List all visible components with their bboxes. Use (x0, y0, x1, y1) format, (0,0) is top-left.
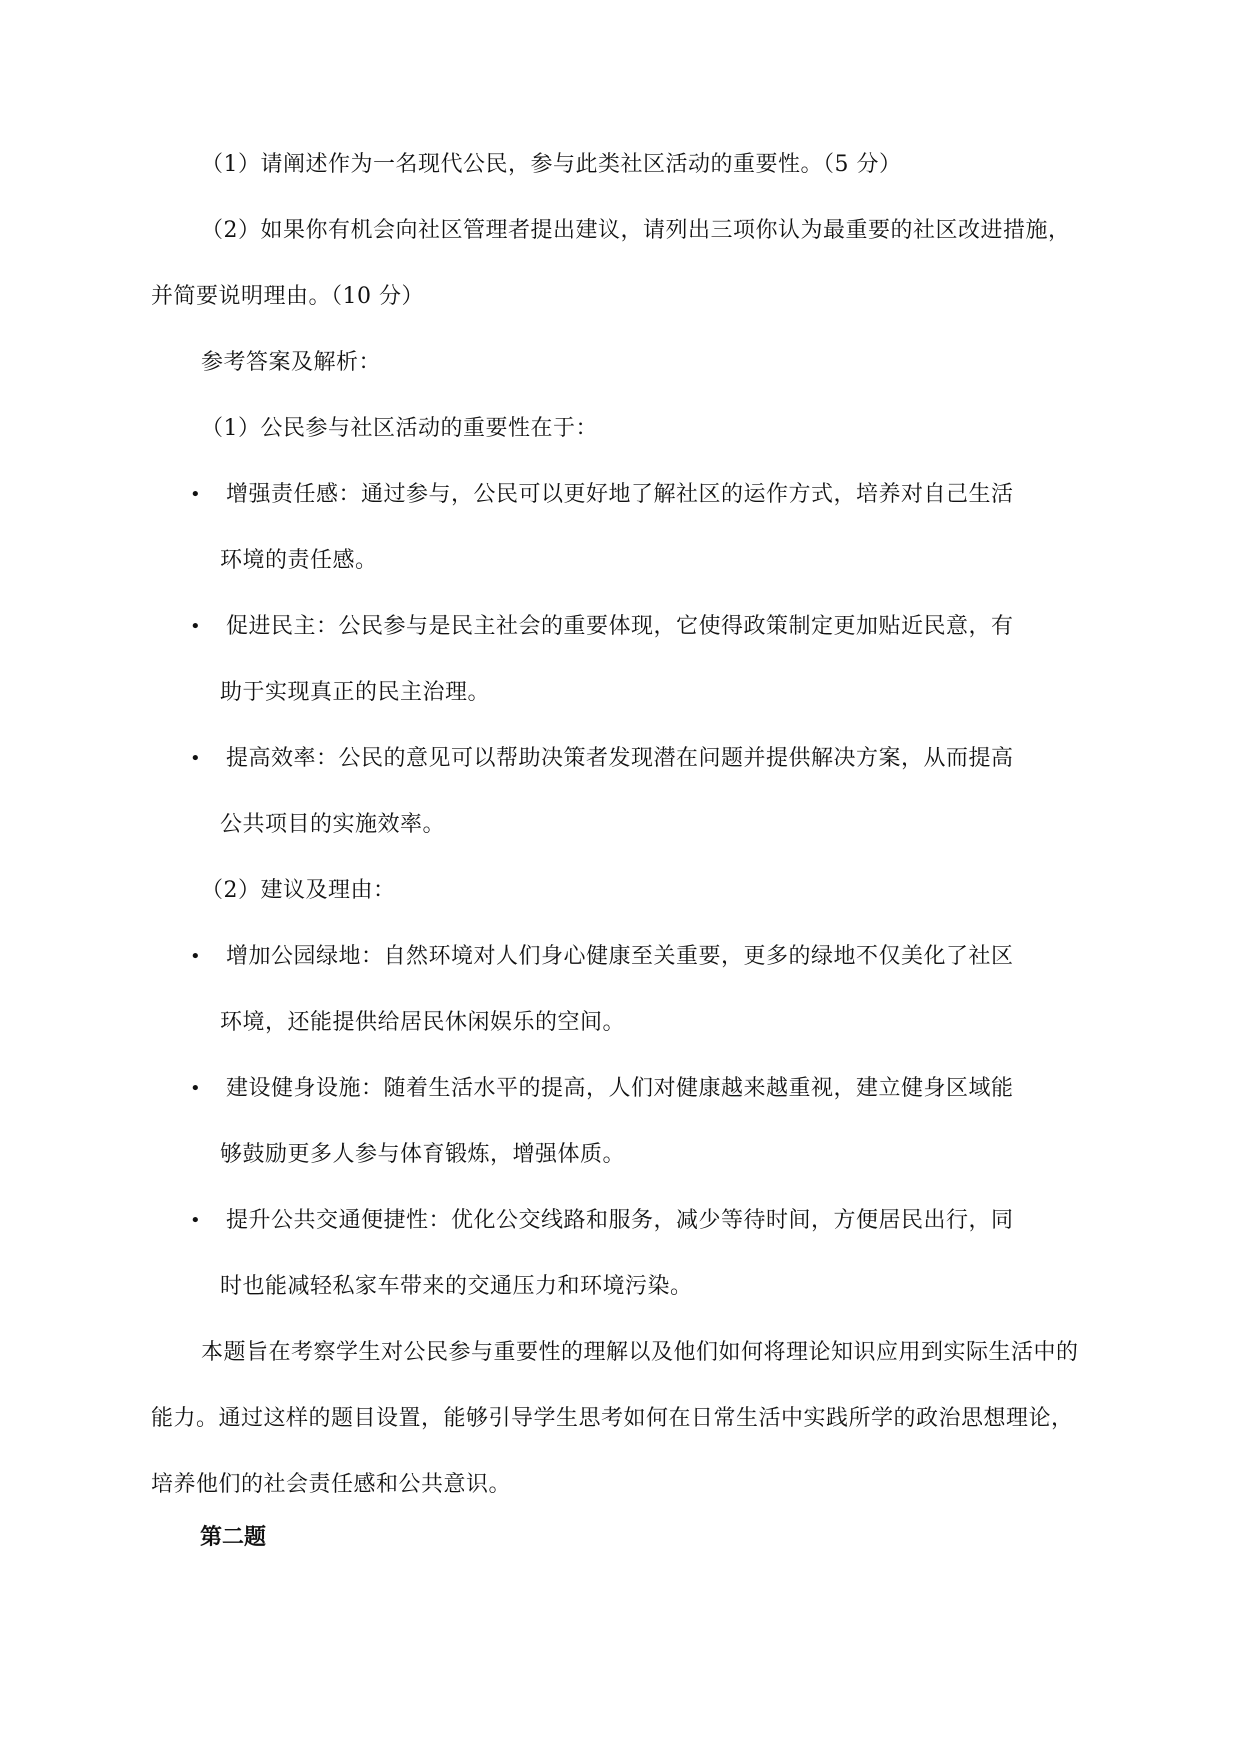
bullet-icon: • (190, 616, 202, 637)
question-2: （2）如果你有机会向社区管理者提出建议，请列出三项你认为最重要的社区改进措施，并简要说明理由。（10 分） (151, 218, 1071, 309)
answer-heading: 参考答案及解析： (201, 350, 382, 375)
question-1: （1）请阐述作为一名现代公民，参与此类社区活动的重要性。（5 分） (201, 152, 902, 177)
bullet-icon: • (190, 1078, 202, 1099)
bullet-icon: • (190, 748, 202, 769)
list-item: • 增强责任感：通过参与，公民可以更好地了解社区的运作方式，培养对自己生活 环境的责任感。 (182, 462, 1092, 594)
list-item: • 建设健身设施：随着生活水平的提高，人们对健康越来越重视，建立健身区域能 够鼓励更多人参与体育锻炼，增强体质。 (182, 1056, 1092, 1188)
part2-title: （2）建议及理由： (201, 878, 396, 903)
list-item: • 增加公园绿地：自然环境对人们身心健康至关重要，更多的绿地不仅美化了社区 环境，还能提供给居民休闲娱乐的空间。 (182, 924, 1092, 1056)
bullet-icon: • (190, 484, 202, 505)
bullet-icon: • (190, 1210, 202, 1231)
section-heading: 第二题 (200, 1525, 267, 1550)
bullet-icon: • (190, 946, 202, 967)
part1-title: （1）公民参与社区活动的重要性在于： (201, 416, 598, 441)
list-item: • 提高效率：公民的意见可以帮助决策者发现潜在问题并提供解决方案，从而提高 公共项目的实施效率。 (182, 726, 1092, 858)
summary-paragraph: 本题旨在考察学生对公民参与重要性的理解以及他们如何将理论知识应用到实际生活中的能力。通过这样的题目设置，能够引导学生思考如何在日常生活中实践所学的政治思想理论，培养他们的社会责任感和公共意识。 (151, 1340, 1079, 1497)
list-item: • 促进民主：公民参与是民主社会的重要体现，它使得政策制定更加贴近民意，有 助于实现真正的民主治理。 (182, 594, 1092, 726)
list-item: • 提升公共交通便捷性：优化公交线路和服务，减少等待时间，方便居民出行，同 时也能减轻私家车带来的交通压力和环境污染。 (182, 1188, 1092, 1320)
